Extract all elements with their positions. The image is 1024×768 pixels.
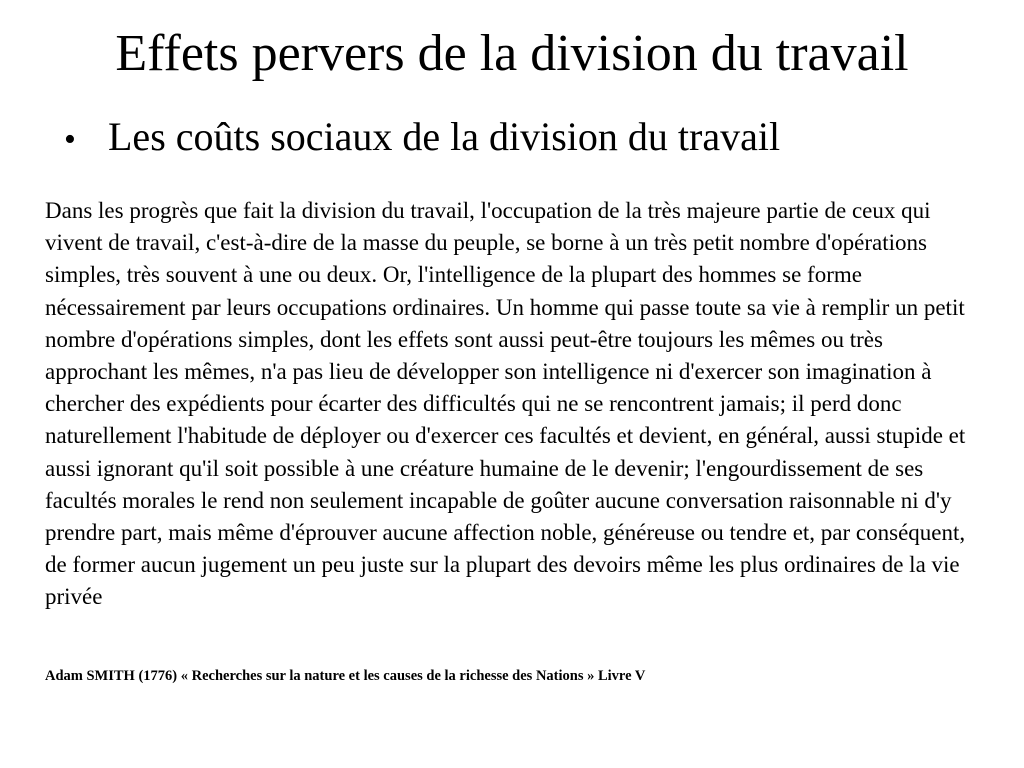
slide-title: Effets pervers de la division du travail (115, 25, 909, 82)
bullet-text: Les coûts sociaux de la division du travail (108, 114, 781, 159)
bullet-item (64, 112, 780, 165)
citation: Adam SMITH (1776) « Recherches sur la nature et les causes de la richesse des Nations » Livre V (45, 668, 646, 684)
quote-paragraph: Dans les progrès que fait la division du travail, l'occupation de la très majeure partie de ceux qui vivent de travail, c'est-à-dire de la masse du peuple, se borne à un très petit nombre d'opérations simples, très souvent à une ou deux. Or, l'intelligence de la plupart des hommes se forme nécessairement par leurs occupations ordinaires. Un homme qui passe toute sa vie à remplir un petit nombre d'opérations simples, dont les effets sont aussi peut-être toujours les mêmes ou très approchant les mêmes, n'a pas lieu de développer son intelligence ni d'exercer son imagination à chercher des expédients pour écarter des difficultés qui ne se rencontrent jamais; il perd donc naturellement l'habitude de déployer ou d'exercer ces facultés et devient, en général, aussi stupide et aussi ignorant qu'il soit possible à une créature humaine de le devenir; l'engourdissement de ses facultés morales le rend non seulement incapable de goûter aucune conversation raisonnable ni d'y prendre part, mais même d'éprouver aucune affection noble, généreuse ou tendre et, par conséquent, de former aucun jugement un peu juste sur la plupart des devoirs même les plus ordinaires de la vie privée (45, 198, 966, 610)
bullet-marker: • (64, 121, 76, 158)
bullet-list (64, 112, 780, 165)
